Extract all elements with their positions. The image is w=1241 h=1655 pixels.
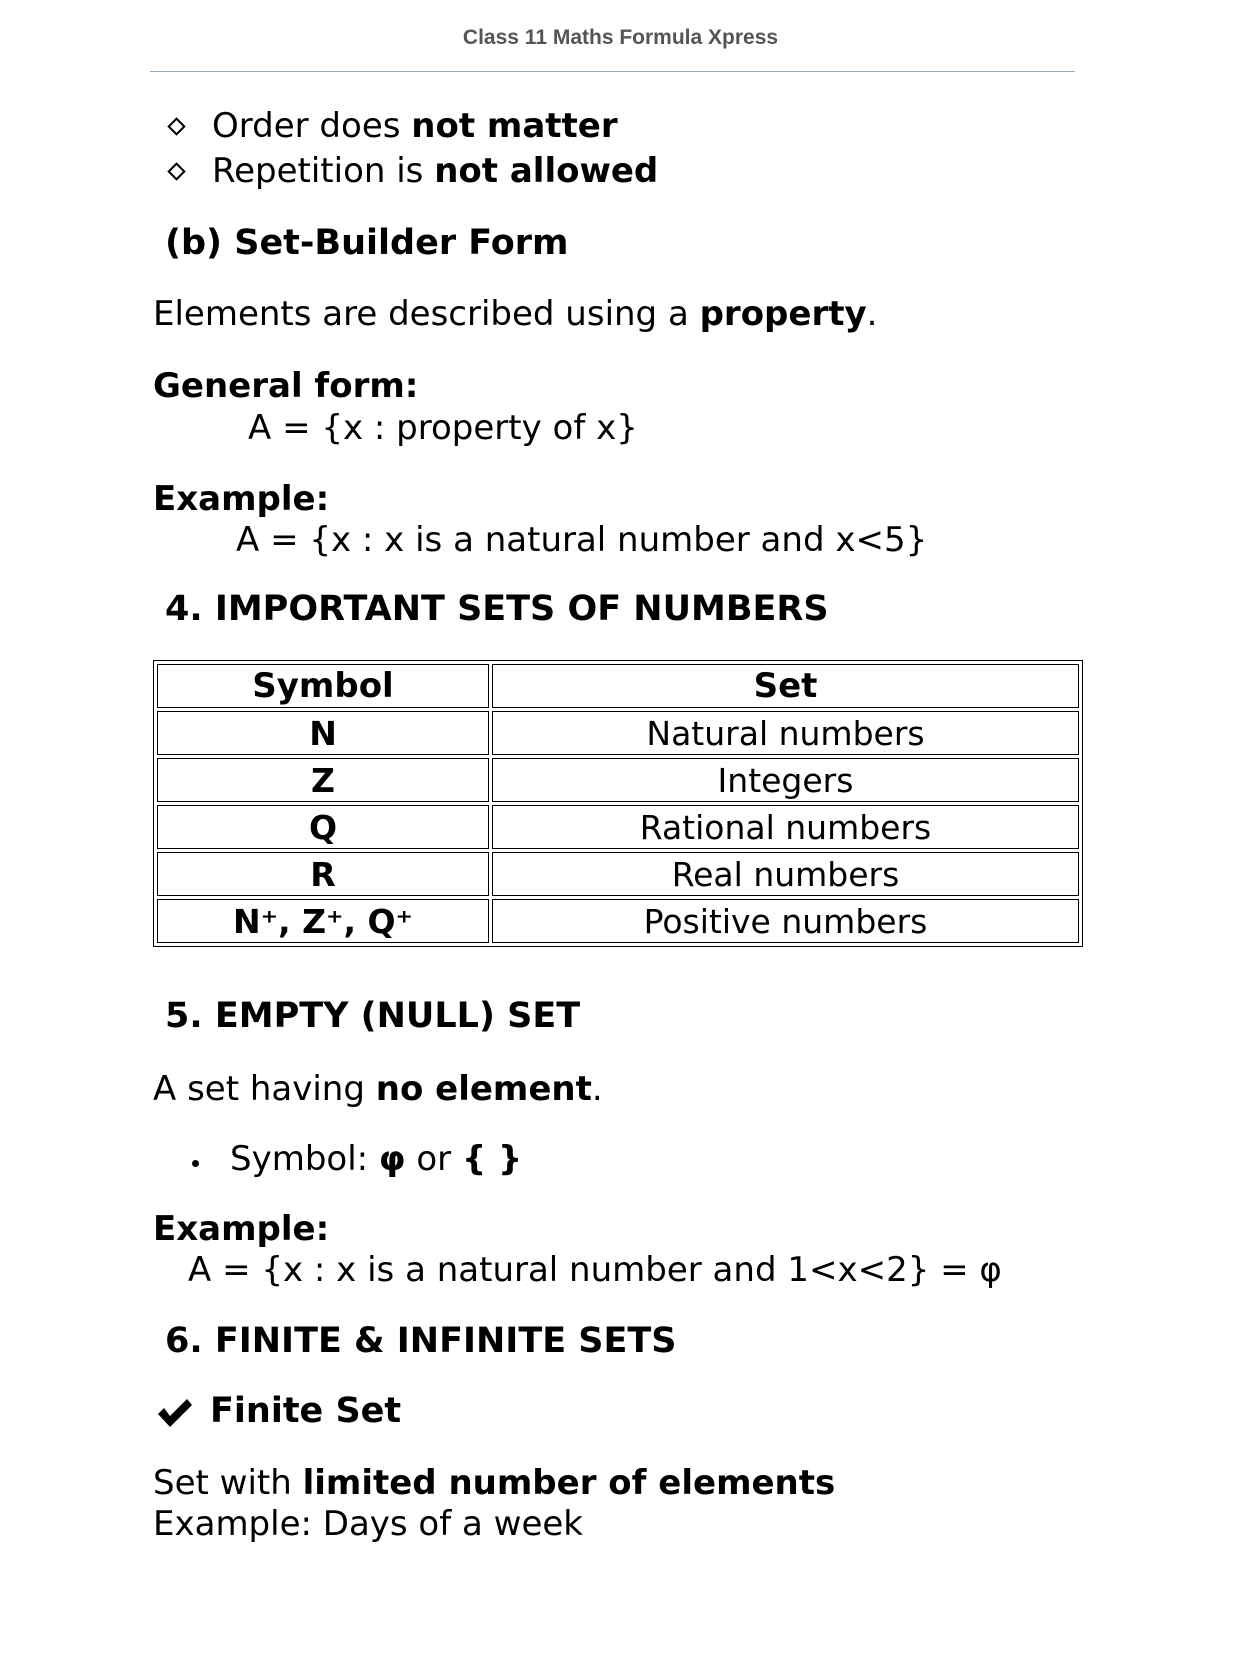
column-header-symbol: Symbol xyxy=(157,664,489,708)
bullet-order-text: Order does xyxy=(212,106,412,146)
page-header-title: Class 11 Maths Formula Xpress xyxy=(462,26,779,49)
example-label: Example: xyxy=(153,479,330,519)
bullet-repetition xyxy=(212,150,658,192)
table-row xyxy=(157,805,1079,849)
diamond-bullet-icon xyxy=(167,162,185,180)
set-builder-heading: (b) Set-Builder Form xyxy=(165,223,569,263)
general-form-formula: A = {x : property of x} xyxy=(248,408,638,448)
set-cell: Real numbers xyxy=(492,852,1079,896)
table-header-row xyxy=(157,664,1079,708)
set-builder-description: Elements are described using a property. xyxy=(153,294,878,334)
finite-set-heading: Finite Set xyxy=(210,1391,402,1431)
check-icon xyxy=(156,1397,194,1429)
bullet-dot-icon xyxy=(192,1160,199,1167)
set-cell: Integers xyxy=(492,758,1079,802)
set-cell: Natural numbers xyxy=(492,711,1079,755)
finite-infinite-heading: 6. FINITE & INFINITE SETS xyxy=(165,1321,677,1361)
set-cell: Positive numbers xyxy=(492,899,1079,943)
example-formula: A = {x : x is a natural number and x<5} xyxy=(236,520,928,560)
bullet-order xyxy=(212,105,618,147)
diamond-bullet-icon xyxy=(167,117,185,135)
bullet-repetition-text: Repetition is xyxy=(212,151,435,191)
finite-set-description: Set with limited number of elements xyxy=(153,1463,836,1503)
symbol-cell: R xyxy=(157,852,489,896)
empty-set-example-label: Example: xyxy=(153,1209,330,1249)
header-divider xyxy=(150,71,1075,72)
bullet-repetition-bold: not allowed xyxy=(434,151,659,191)
empty-set-description: A set having no element. xyxy=(153,1069,603,1109)
important-sets-table xyxy=(153,660,1083,947)
symbol-cell: Z xyxy=(157,758,489,802)
symbol-cell: N xyxy=(157,711,489,755)
empty-set-heading: 5. EMPTY (NULL) SET xyxy=(165,996,581,1036)
set-cell: Rational numbers xyxy=(492,805,1079,849)
table-row xyxy=(157,899,1079,943)
important-sets-heading: 4. IMPORTANT SETS OF NUMBERS xyxy=(165,589,829,629)
finite-set-example: Example: Days of a week xyxy=(153,1504,583,1544)
column-header-set: Set xyxy=(492,664,1079,708)
general-form-label: General form: xyxy=(153,366,419,406)
table-row xyxy=(157,711,1079,755)
table-row xyxy=(157,852,1079,896)
empty-set-symbol-line: Symbol: φ or { } xyxy=(230,1139,523,1179)
symbol-cell: N⁺, Z⁺, Q⁺ xyxy=(157,899,489,943)
bullet-order-bold: not matter xyxy=(411,106,618,146)
empty-set-example-formula: A = {x : x is a natural number and 1<x<2} = φ xyxy=(188,1250,1002,1290)
table-row xyxy=(157,758,1079,802)
symbol-cell: Q xyxy=(157,805,489,849)
